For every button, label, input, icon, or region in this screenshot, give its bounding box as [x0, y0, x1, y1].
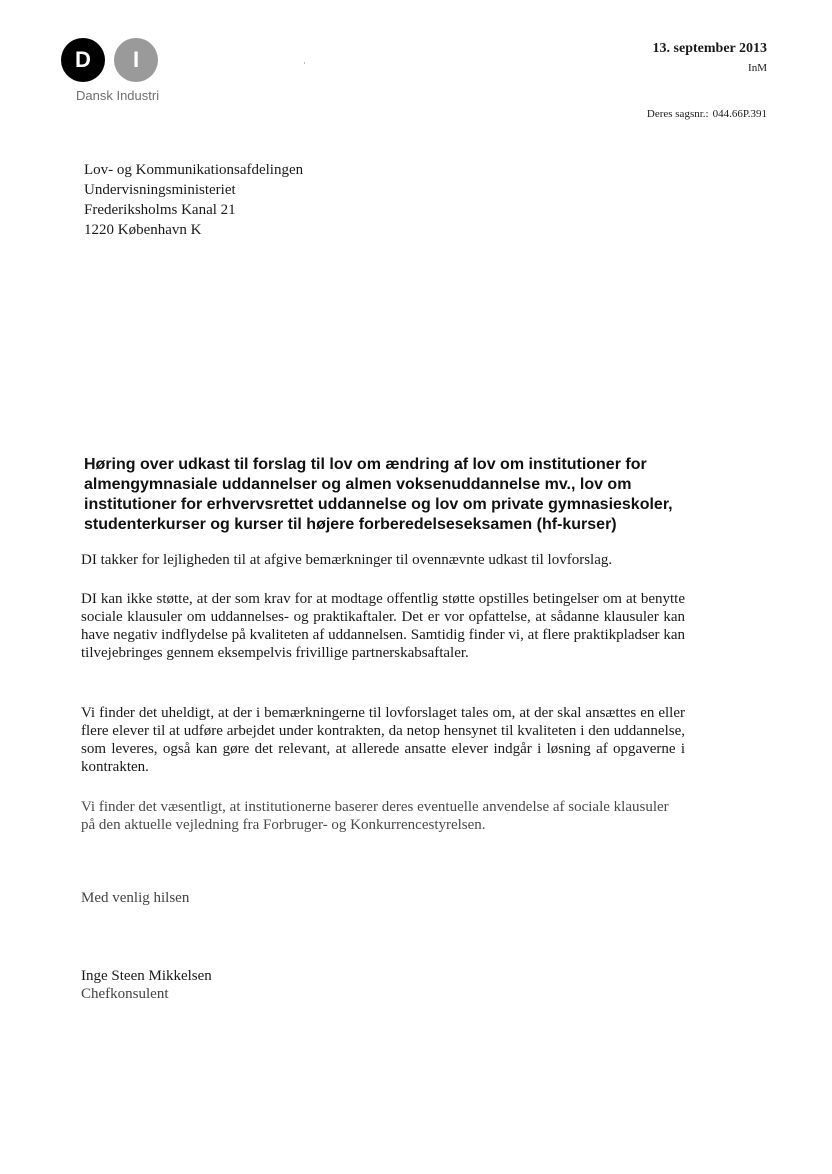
- scan-speck: [304, 62, 305, 64]
- di-logo: [60, 38, 180, 110]
- logo-i-circle: I: [114, 38, 158, 82]
- closing-phrase: Med venlig hilsen: [81, 890, 190, 906]
- signer-title: Chefkonsulent: [81, 986, 169, 1002]
- signer-name: Inge Steen Mikkelsen: [81, 968, 212, 984]
- case-reference-label: Deres sagsnr.:: [646, 108, 709, 120]
- body-paragraph-3: Vi finder det uheldigt, at der i bemærkningerne til lovforslaget tales om, at der skal ansættes en eller flere elever til at udføre arbejdet under kontrakten, da netop hensynet til kvaliteten i den uddannelse, som leveres, også kan gøre det relevant, at allerede ansatte elever indgår i løsning af opgaverne i kontrakten.: [81, 705, 685, 775]
- case-reference: [647, 108, 767, 120]
- signature-block: [81, 967, 212, 1003]
- body-paragraph-2: DI kan ikke støtte, at der som krav for at modtage offentlig støtte opstilles betingelser om at benytte sociale klausuler om uddannelses- og praktikaftaler. Det er vor opfattelse, at sådanne klausuler kan have negativ indflydelse på kvaliteten af uddannelsen. Samtidig finder vi, at flere praktikpladser kan tilvejebringes gennem eksempelvis frivillige partnerskabsaftaler.: [81, 591, 685, 661]
- address-line: 1220 København K: [84, 222, 202, 238]
- organization-name: Dansk Industri: [76, 88, 160, 103]
- address-line: Frederiksholms Kanal 21: [84, 202, 236, 218]
- case-reference-number: 044.66P.391: [712, 108, 767, 120]
- letter-date: 13. september 2013: [652, 41, 767, 56]
- body-paragraph-1: DI takker for lejligheden til at afgive bemærkninger til ovennævnte udkast til lovforslag.: [81, 552, 613, 568]
- subject-heading: Høring over udkast til forslag til lov om ændring af lov om institutioner for almengymnasiale uddannelser og almen voksenuddannelse mv., lov om institutioner for erhvervsrettet uddannelse og lov om private gymnasieskoler, studenterkurser og kurser til højere forberedelseseksamen (hf-kurser): [84, 456, 673, 533]
- sender-initials: InM: [748, 62, 767, 74]
- recipient-address: [84, 160, 303, 240]
- address-line: Lov- og Kommunikationsafdelingen: [84, 162, 304, 178]
- body-paragraph-4: Vi finder det væsentligt, at institutionerne baserer deres eventuelle anvendelse af sociale klausuler på den aktuelle vejledning fra Forbruger- og Konkurrencestyrelsen.: [81, 799, 669, 833]
- address-line: Undervisningsministeriet: [84, 182, 236, 198]
- logo-d-circle: D: [61, 38, 105, 82]
